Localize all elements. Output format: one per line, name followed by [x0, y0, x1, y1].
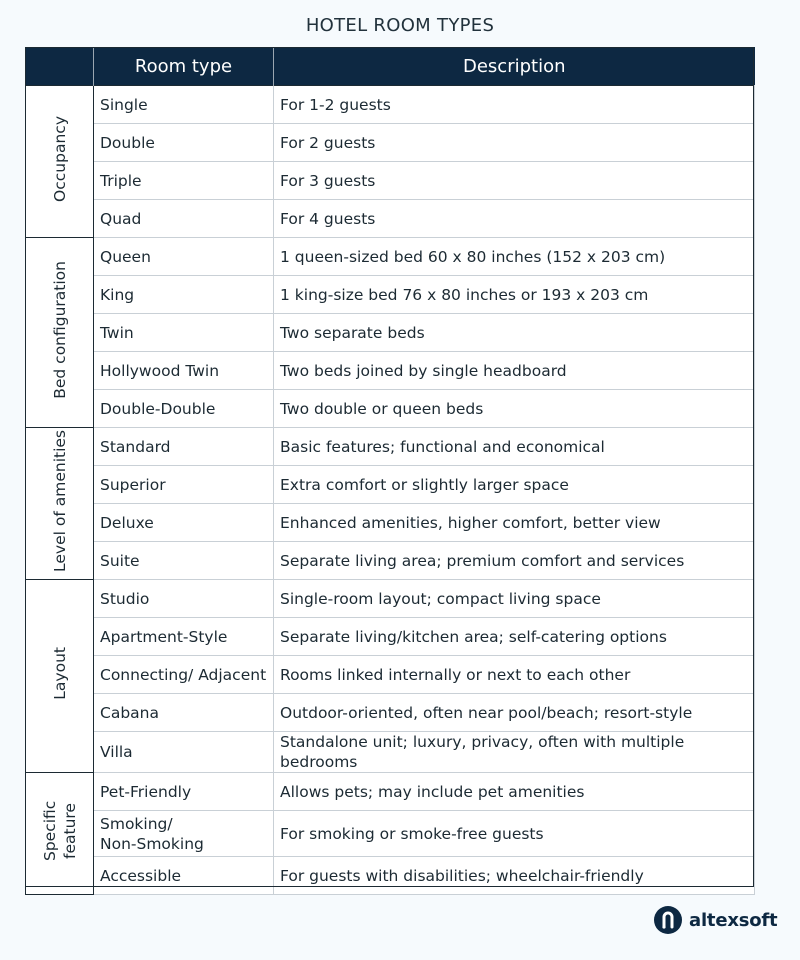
room-type-cell: Quad — [94, 200, 274, 238]
room-type-header: Room type — [94, 47, 274, 86]
description-cell: For 2 guests — [274, 124, 755, 162]
description-cell: Two double or queen beds — [274, 390, 755, 428]
description-cell: Allows pets; may include pet amenities — [274, 773, 755, 811]
description-cell: 1 queen-sized bed 60 x 80 inches (152 x 203 cm) — [274, 238, 755, 276]
table-row — [26, 618, 755, 656]
table-row — [26, 200, 755, 238]
description-cell: For 4 guests — [274, 200, 755, 238]
category-cell — [26, 238, 94, 428]
table-row — [26, 504, 755, 542]
table-row — [26, 580, 755, 618]
category-cell — [26, 773, 94, 895]
room-type-cell: Double-Double — [94, 390, 274, 428]
table-row — [26, 314, 755, 352]
altexsoft-logo-icon — [653, 905, 683, 935]
table-row — [26, 352, 755, 390]
room-type-cell: Villa — [94, 732, 274, 773]
description-cell: For guests with disabilities; wheelchair-friendly — [274, 857, 755, 895]
category-cell — [26, 428, 94, 580]
table-row — [26, 542, 755, 580]
room-type-cell: Queen — [94, 238, 274, 276]
room-type-cell: Twin — [94, 314, 274, 352]
category-cell — [26, 580, 94, 773]
room-type-cell: Hollywood Twin — [94, 352, 274, 390]
room-type-cell: Triple — [94, 162, 274, 200]
category-cell — [26, 86, 94, 238]
room-type-cell: Deluxe — [94, 504, 274, 542]
category-label: Bed configuration — [50, 261, 69, 399]
table-row — [26, 390, 755, 428]
room-type-cell: Superior — [94, 466, 274, 504]
table-row — [26, 732, 755, 773]
page-title: HOTEL ROOM TYPES — [305, 15, 495, 36]
room-types-table — [25, 47, 755, 895]
table-row — [26, 773, 755, 811]
table-row — [26, 238, 755, 276]
room-type-cell: Double — [94, 124, 274, 162]
category-label: Layout — [50, 647, 69, 700]
table-row — [26, 694, 755, 732]
room-type-cell: Cabana — [94, 694, 274, 732]
category-header — [26, 47, 94, 86]
description-cell: For 3 guests — [274, 162, 755, 200]
table-row — [26, 428, 755, 466]
brand-logo — [653, 904, 777, 936]
category-label: Level of amenities — [50, 430, 69, 572]
table-row — [26, 162, 755, 200]
description-cell: 1 king-size bed 76 x 80 inches or 193 x 203 cm — [274, 276, 755, 314]
table-row — [26, 857, 755, 895]
description-cell: Standalone unit; luxury, privacy, often with multiple bedrooms — [274, 732, 755, 773]
description-cell: Separate living area; premium comfort and services — [274, 542, 755, 580]
description-cell: Two separate beds — [274, 314, 755, 352]
description-header: Description — [274, 47, 755, 86]
table-header-row — [26, 47, 755, 86]
room-type-cell: Connecting/ Adjacent — [94, 656, 274, 694]
description-cell: Basic features; functional and economical — [274, 428, 755, 466]
room-type-cell: Standard — [94, 428, 274, 466]
description-cell: Extra comfort or slightly larger space — [274, 466, 755, 504]
room-type-cell: Single — [94, 86, 274, 124]
description-cell: Single-room layout; compact living space — [274, 580, 755, 618]
room-type-cell: Studio — [94, 580, 274, 618]
table-row — [26, 466, 755, 504]
room-type-cell: Smoking/ Non-Smoking — [94, 811, 274, 857]
room-type-cell: King — [94, 276, 274, 314]
description-cell: Outdoor-oriented, often near pool/beach; resort-style — [274, 694, 755, 732]
table-row — [26, 811, 755, 857]
category-label: Specific feature — [40, 800, 79, 862]
description-cell: For 1-2 guests — [274, 86, 755, 124]
description-cell: Separate living/kitchen area; self-catering options — [274, 618, 755, 656]
table-row — [26, 86, 755, 124]
table-row — [26, 276, 755, 314]
room-type-cell: Apartment-Style — [94, 618, 274, 656]
description-cell: For smoking or smoke-free guests — [274, 811, 755, 857]
table-row — [26, 656, 755, 694]
table-row — [26, 124, 755, 162]
description-cell: Enhanced amenities, higher comfort, better view — [274, 504, 755, 542]
brand-name: altexsoft — [689, 909, 778, 931]
category-label: Occupancy — [50, 116, 69, 202]
room-type-cell: Accessible — [94, 857, 274, 895]
description-cell: Rooms linked internally or next to each other — [274, 656, 755, 694]
description-cell: Two beds joined by single headboard — [274, 352, 755, 390]
room-type-cell: Suite — [94, 542, 274, 580]
room-type-cell: Pet-Friendly — [94, 773, 274, 811]
